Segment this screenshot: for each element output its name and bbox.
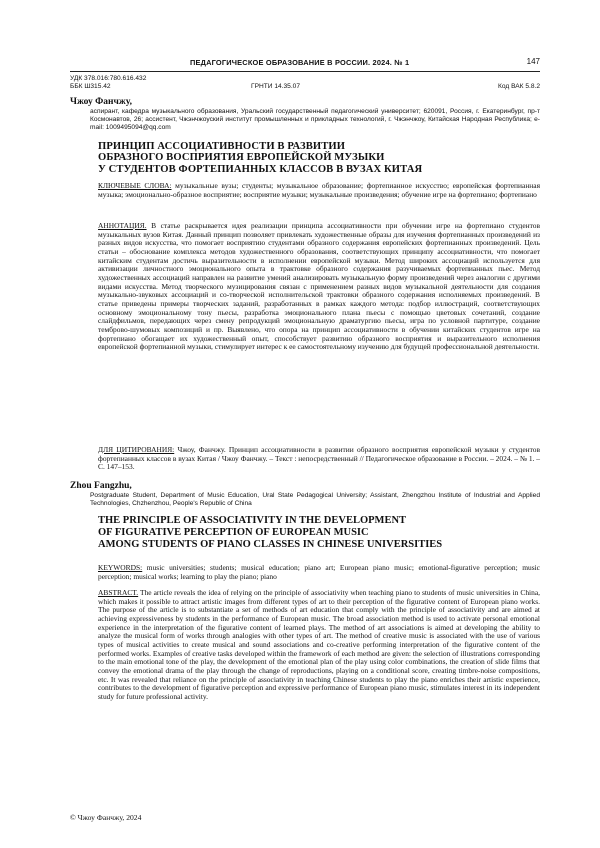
citation-ru-text: Чжоу, Фанчжу. Принцип ассоциативности в развитии образного восприятия европейской музыки у студентов фортепианных классов в вузах Китая / Чжоу Фанчжу. – Текст : непосредственный // Педагогическое образование в России. – 2024. – № 1. – С. 147–153. bbox=[98, 445, 541, 472]
keywords-en-label: KEYWORDS: bbox=[98, 563, 143, 572]
udk-code: УДК 378.016:780.616.432 bbox=[70, 75, 147, 82]
keywords-ru-label: КЛЮЧЕВЫЕ СЛОВА: bbox=[98, 181, 172, 190]
bbk-code: ББК Ш315.42 bbox=[70, 83, 111, 91]
copyright-notice: © Чжоу Фанчжу, 2024 bbox=[70, 813, 142, 822]
page-number: 147 bbox=[526, 57, 540, 66]
journal-running-title: ПЕДАГОГИЧЕСКОЕ ОБРАЗОВАНИЕ В РОССИИ. 2024. № 1 bbox=[190, 58, 410, 67]
abstract-ru-text: В статье раскрывается идея реализации принципа ассоциативности при обучении игре на фортепиано студентов музыкальных вузов Китая. Данный принцип позволяет привлекать художественные образы для изучения фортепианных произведений из разных видов искусства, что помогает восприятию студентами образного содержания европейских фортепианных произведений. Цель статьи – обоснование комплекса методов художественного образования, соответствующих принципу ассоциативности, что помогает китайским студентам достичь выразительности в исполнении европейской музыки. Метод широких ассоциаций используется для активизации личностного эмоционального опыта в трактовке образного содержания разучиваемых фортепианных пьес. Метод художественных ассоциаций направлен на развитие умений анализировать музыкальную форму произведений через аналогии с другими видами искусства. Метод творческого музицирования связан с применением разных видов музыкальной деятельности для создания музыкально-звуковых ассоциаций и со-творческой исполнительской трактовки образного содержания исполняемых произведений. В статье приведены примеры творческих заданий, разработанных в рамках каждого метода: подбор иллюстраций, соответствующих основному эмоциональному тону пьесы, разработка эмоционального плана пьесы с помощью цветовых сочетаний, создание слайдфильмов, передающих через смену репродукций эмоциональную драматургию пьесы, игра по условной партитуре, создание темброво-шумовых композиций и пр. Выявлено, что опора на принцип ассоциативности в обучении китайских студентов игре на фортепиано обогащает их художественный опыт, способствует развитию образного восприятия и выразительного исполнения европейской фортепианной музыки, стимулирует интерес к ее самостоятельному изучению для будущей профессиональной деятельности. bbox=[98, 221, 540, 352]
keywords-en-text: music universities; students; musical education; piano art; European piano music; emotional-figurative perception; music perception; musical works; learning to play the piano; piano bbox=[98, 563, 540, 581]
author-name-en: Zhou Fangzhu, bbox=[70, 481, 132, 491]
title-en-line: OF FIGURATIVE PERCEPTION OF EUROPEAN MUSIC bbox=[98, 527, 369, 538]
abstract-en bbox=[98, 589, 540, 702]
author-name-ru: Чжоу Фанчжу, bbox=[70, 97, 132, 107]
abstract-ru bbox=[98, 222, 540, 352]
grnti-code: ГРНТИ 14.35.07 bbox=[251, 83, 300, 90]
author-affiliation-ru: аспирант, кафедра музыкального образования, Уральский государственный педагогический университет; 620091, Россия, г. Екатеринбург, пр-т Космонавтов, 26; ассистент, Чжэнчжоуский институт промышленных и прикладных технологий, г. Чжэнчжоу, Китайская Народная Республика; e-mail: 1009495094@qq.com bbox=[90, 108, 540, 132]
keywords-en bbox=[98, 564, 540, 581]
citation-ru-label: ДЛЯ ЦИТИРОВАНИЯ: bbox=[98, 445, 175, 454]
running-header bbox=[70, 58, 540, 72]
title-ru-line: ПРИНЦИП АССОЦИАТИВНОСТИ В РАЗВИТИИ bbox=[98, 141, 346, 152]
citation-ru bbox=[98, 446, 540, 472]
title-ru-line: ОБРАЗНОГО ВОСПРИЯТИЯ ЕВРОПЕЙСКОЙ МУЗЫКИ bbox=[98, 152, 385, 164]
title-en-line: THE PRINCIPLE OF ASSOCIATIVITY IN THE DEVELOPMENT bbox=[98, 515, 407, 526]
keywords-ru-text: музыкальные вузы; студенты; музыкальное образование; фортепианное искусство; европейская фортепианная музыка; эмоционально-образное восприятие; восприятие музыки; музыкальные произведения; обучение игре на фортепиано; фортепиано bbox=[98, 181, 541, 199]
abstract-en-text: The article reveals the idea of relying on the principle of associativity when teaching piano to students of music universities in China, which makes it possible to attract artistic images from different types of art to their perception of the figurative content of European piano works. The purpose of the article is to substantiate a set of methods of art education that comply with the principle of associativity and are aimed at achieving expressiveness by students in the performance of European music. The broad association method is used to activate personal emotional experience in the interpretation of the figurative content of learned plays. The method of art associations is aimed at developing the ability to analyze the musical form of works through analogies with other types of art. The method of creative music is associated with the use of various types of musical activities to create musical and sound associations and co-creative performing interpretation of the figurative content of the performed works. Examples of creative tasks developed within the framework of each method are given: the selection of illustrations corresponding to the main emotional tone of the play, the development of the emotional plan of the play using color combinations, the creation of slide films that convey the emotional drama of the play through the change of reproductions, playing on a conditional score, creating timbre-noise compositions, etc. It was revealed that reliance on the principle of associativity in teaching Chinese students to play the piano enriches their artistic experience, contributes to the development of figurative perception and expressive performance of European piano music, stimulates interest in its independent study for future professional activity. bbox=[98, 588, 540, 701]
classification-codes bbox=[70, 75, 540, 92]
title-en-line: AMONG STUDENTS OF PIANO CLASSES IN CHINESE UNIVERSITIES bbox=[98, 539, 443, 550]
article-title-ru bbox=[98, 141, 498, 175]
abstract-ru-label: АННОТАЦИЯ. bbox=[98, 221, 147, 230]
title-ru-line: У СТУДЕНТОВ ФОРТЕПИАННЫХ КЛАССОВ В ВУЗАХ КИТАЯ bbox=[98, 163, 423, 175]
header-rule bbox=[70, 71, 540, 72]
keywords-ru bbox=[98, 182, 540, 199]
abstract-en-label: ABSTRACT. bbox=[98, 588, 139, 597]
author-affiliation-en: Postgraduate Student, Department of Music Education, Ural State Pedagogical University; Assistant, Zhengzhou Institute of Industrial and Applied Technologies, Chzhenzhou, People's Republic of China bbox=[90, 492, 540, 508]
article-title-en bbox=[98, 515, 538, 551]
vak-code: Код ВАК 5.8.2 bbox=[498, 83, 540, 90]
